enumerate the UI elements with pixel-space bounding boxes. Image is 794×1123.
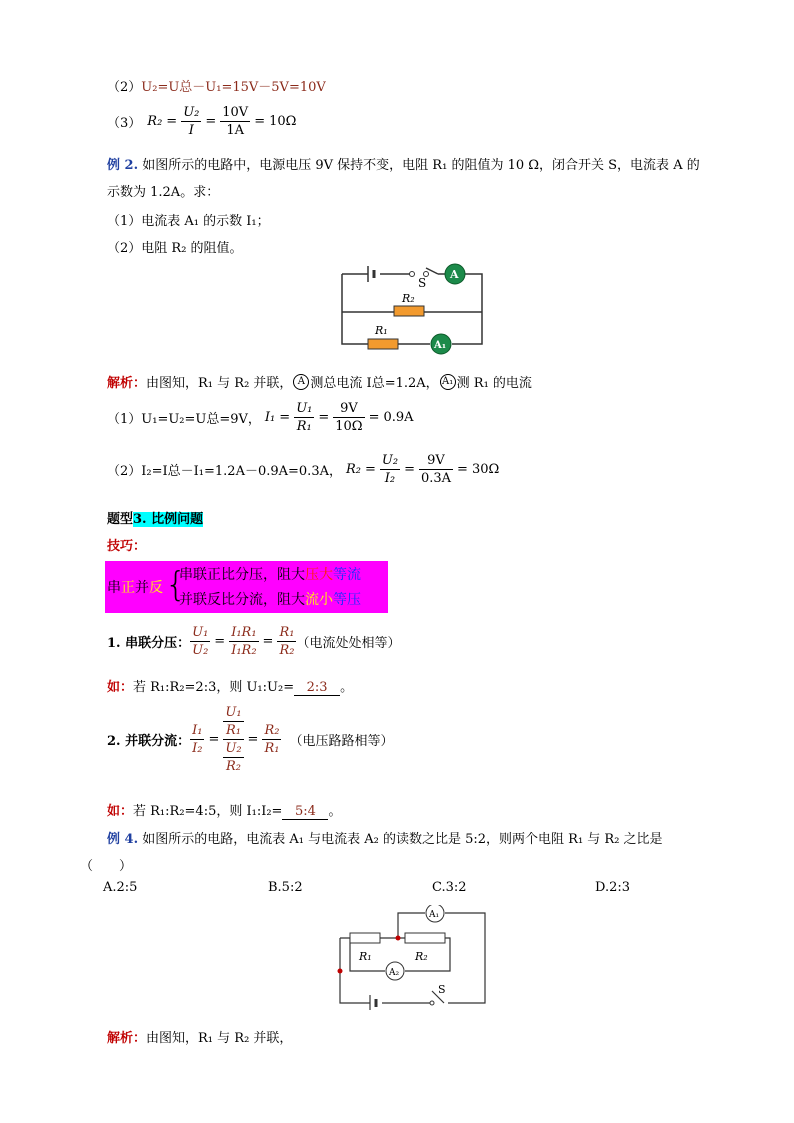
- fraction: $\frac{10V}{1A}$: [222, 105, 249, 138]
- example-4-line2: （ ）: [80, 859, 133, 874]
- analysis-text: 由图知，R₁ 与 R₂ 并联，: [146, 376, 293, 391]
- ammeter-a2-label: A₂: [389, 968, 400, 978]
- formula-lhs: R₂: [147, 114, 163, 129]
- parallel-example: 如：若 R₁:R₂=4:5，则 I₁:I₂= 5:4 。: [107, 804, 342, 819]
- question-2: （2）电阻 R₂ 的阻值。: [107, 241, 243, 256]
- example-label: 例 2.: [107, 158, 139, 173]
- step-number: （2）: [107, 80, 142, 95]
- option-a[interactable]: A.2:5: [103, 880, 138, 895]
- resistor-r1: [368, 339, 398, 349]
- mnemonic-box: 串正并反 { 串联正比分压，阻大压大等流 并联反比分流，阻大流小等压: [105, 561, 388, 613]
- resistor-r1-label: R₁: [359, 950, 372, 963]
- switch-contact-left: [410, 272, 415, 277]
- fraction: $\frac{9V}{10\Omega}$: [335, 401, 363, 434]
- tips-label: 技巧：: [107, 539, 147, 554]
- answer-text: U₁=U₂=U总=9V，: [141, 412, 261, 427]
- ammeter-a1-label: A₁: [434, 340, 447, 351]
- result: 30Ω: [471, 462, 500, 477]
- answer-text: I₂=I总－I₁=1.2A－0.9A=0.3A，: [141, 464, 342, 479]
- resistor-r1: [350, 933, 380, 943]
- analysis-1: [107, 372, 532, 391]
- result: 0.9A: [383, 410, 414, 425]
- answer-2: （2） I₂=I总－I₁=1.2A－0.9A=0.3A， R₂ = $\frac{\text{U₂}}{\text{I₂}}$ = $\frac{9V}{0.3A}$ = 30Ω: [107, 453, 500, 486]
- question-1: （1）电流表 A₁ 的示数 I₁；: [107, 214, 270, 229]
- answer-blank: 2:3: [294, 680, 340, 696]
- series-rule: 1. 串联分压： $\frac{\text{U₁}}{\text{U₂}}$ = $\frac{\text{I₁R₁}}{\text{I₁R₂}}$ = $\frac{\text{R₁}}{\text{R₂}}$ （电流处处相等）: [107, 625, 401, 658]
- step-expression: U₂=U总－U₁=15V－5V=10V: [141, 80, 326, 95]
- resistor-r2-label: R₂: [415, 950, 428, 963]
- switch-contact: [430, 1001, 434, 1005]
- answer-blank: 5:4: [282, 804, 328, 820]
- analysis-text: 测总电流 I总=1.2A，: [310, 376, 439, 391]
- junction-node: [338, 969, 343, 974]
- ammeter-a-label: A: [450, 268, 459, 281]
- example-2-line2: 示数为 1.2A。求：: [107, 185, 220, 200]
- analysis-text: 测 R₁ 的电流: [456, 376, 532, 391]
- ammeter-a1-label: A₁: [429, 910, 440, 920]
- analysis-label: 解析：: [107, 376, 147, 391]
- resistor-r1-label: R₁: [375, 324, 388, 337]
- result: 10Ω: [269, 114, 297, 129]
- parallel-rule: 2. 并联分流： $\frac{\text{I₁}}{\text{I₂}}$ = $\frac{\frac{\text{U₁}}{\text{R₁}}}{\frac{\text{U₂}}{\text{R₂}}}$ = $\frac{\text{R₂}}{\text{R₁}}$ （电压路路相等）: [107, 705, 394, 774]
- junction-node: [396, 936, 401, 941]
- switch-label: S: [438, 983, 446, 996]
- resistor-r2-label: R₂: [402, 292, 415, 305]
- step-3: （3） R₂ = $\frac{\text{U₂}}{I}$ = $\frac{10V}{1A}$ = 10Ω: [107, 105, 297, 138]
- ammeter-a-symbol: A: [293, 374, 309, 390]
- ammeter-a1-symbol: A₁: [440, 374, 456, 390]
- resistor-r2: [394, 306, 424, 316]
- step-2: [107, 76, 326, 95]
- fraction: $\frac{\text{U₁}}{\text{R₁}}$: [296, 401, 313, 434]
- circuit-diagram-1: [330, 260, 490, 360]
- fraction: $\frac{\text{U₂}}{\text{I₂}}$: [381, 453, 399, 486]
- fraction: $\frac{9V}{0.3A}$: [420, 453, 452, 486]
- series-example: 如：若 R₁:R₂=2:3，则 U₁:U₂= 2:3 。: [107, 680, 354, 695]
- switch-label: S: [418, 276, 427, 290]
- option-d[interactable]: D.2:3: [595, 880, 631, 895]
- step-number: （3）: [107, 116, 142, 131]
- example-2-line1: [107, 154, 700, 173]
- fraction: $\frac{\text{U₂}}{I}$: [183, 105, 200, 138]
- resistor-r2: [405, 933, 445, 943]
- example-4-line1: 例 4. 如图所示的电路，电流表 A₁ 与电流表 A₂ 的读数之比是 5:2，则两个电阻 R₁ 与 R₂ 之比是: [107, 832, 663, 847]
- example-text: 如图所示的电路中，电源电压 9V 保持不变，电阻 R₁ 的阻值为 10 Ω，闭合开关 S，电流表 A 的: [142, 158, 700, 173]
- option-b[interactable]: B.5:2: [268, 880, 303, 895]
- section-heading-type3: 题型3. 比例问题: [107, 512, 204, 527]
- analysis-2: 解析：由图知，R₁ 与 R₂ 并联，: [107, 1031, 293, 1046]
- circuit-diagram-2: [330, 905, 490, 1010]
- option-c[interactable]: C.3:2: [432, 880, 467, 895]
- answer-1: （1） U₁=U₂=U总=9V， I₁ = $\frac{\text{U₁}}{\text{R₁}}$ = $\frac{9V}{10\Omega}$ = 0.9A: [107, 401, 414, 434]
